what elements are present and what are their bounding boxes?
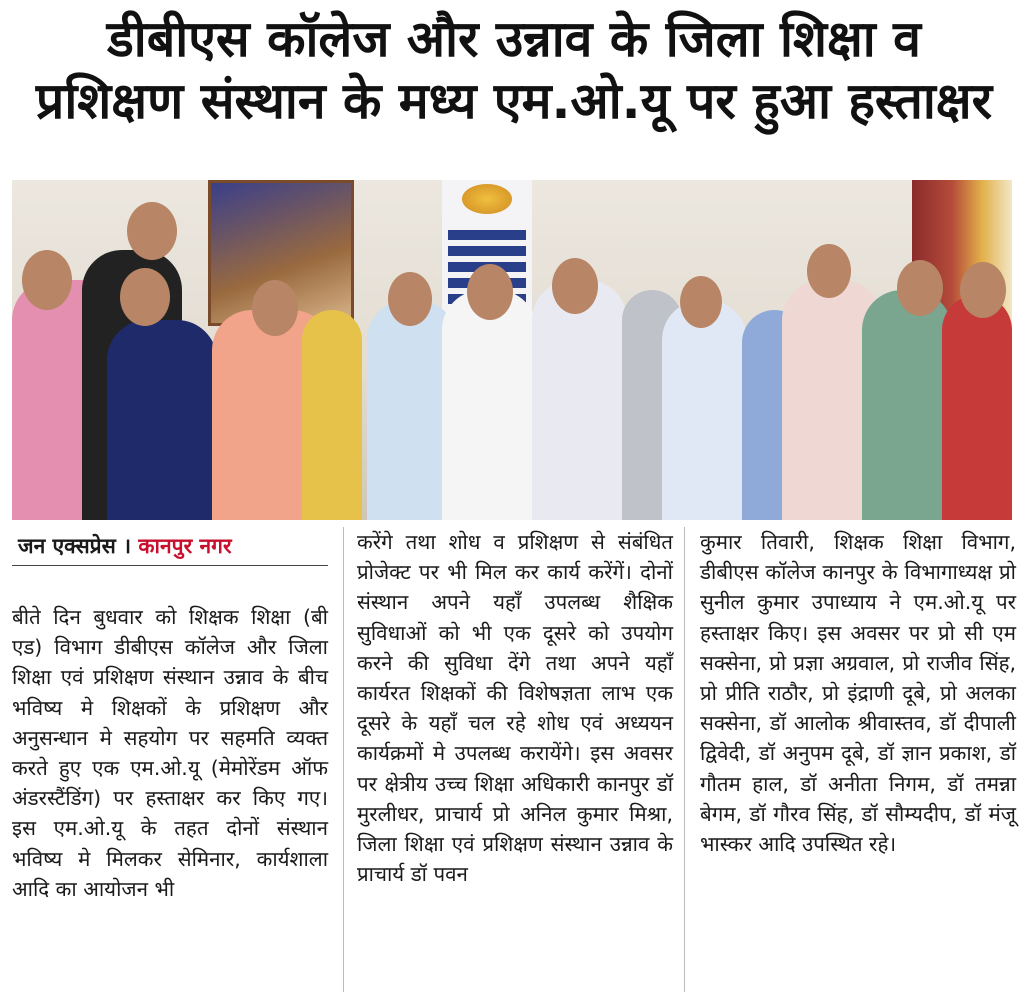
article-text-col3: कुमार तिवारी, शिक्षक शिक्षा विभाग, डीबीएस कॉलेज कानपुर के विभागाध्यक्ष प्रो सुनील कुमार उपाध्याय ने एम.ओ.यू पर हस्ताक्षर किए। इस अवसर पर प्रो सी एम सक्सेना, प्रो प्रज्ञा अग्रवाल, प्रो राजीव सिंह, प्रो प्रीति राठौर, प्रो इंद्राणी दूबे, प्रो अलका सक्सेना, डॉ आलोक श्रीवास्तव, डॉ दीपाली द्विवेदी, डॉ अनुपम दूबे, डॉ ज्ञान प्रकाश, डॉ गौतम हाल, डॉ अनीता निगम, डॉ तमन्ना बेगम, डॉ गौरव सिंह, डॉ सौम्यदीप, डॉ मंजू भास्कर आदि उपस्थित रहे। — [700, 530, 1016, 857]
college-logo-icon — [462, 184, 512, 214]
person — [862, 290, 952, 520]
person-head — [552, 258, 598, 314]
person — [532, 280, 627, 520]
headline-line-1: डीबीएस कॉलेज और उन्नाव के जिला शिक्षा व — [107, 10, 921, 68]
person — [442, 290, 537, 520]
person-head — [960, 262, 1006, 318]
person-head — [807, 244, 851, 298]
article-text-col2: करेंगे तथा शोध व प्रशिक्षण से संबंधित प्रोजेक्ट पर भी मिल कर कार्य करेंगें। दोनों संस्थान अपने यहाँ उपलब्ध शैक्षिक सुविधाओं को भी एक दूसरे को उपयोग करने की सुविधा देंगे तथा अपने यहाँ कार्यरत शिक्षकों की विशेषज्ञता लाभ एक दूसरे के यहाँ चल रहे शोध एवं अध्ययन कार्यक्रमों मे उपलब्ध करायेंगे। इस अवसर पर क्षेत्रीय उच्च शिक्षा अधिकारी कानपुर डॉ मुरलीधर, प्राचार्य प्रो अनिल कुमार मिश्रा, जिला शिक्षा एवं प्रशिक्षण संस्थान उन्नाव के प्राचार्य डॉ पवन — [357, 530, 673, 887]
person-head — [388, 272, 432, 326]
person-head — [252, 280, 298, 336]
article-column-1 — [12, 527, 328, 997]
person-head — [897, 260, 943, 316]
article-column-2 — [357, 527, 673, 997]
person — [662, 300, 747, 520]
person-head — [680, 276, 722, 328]
person — [107, 320, 217, 520]
article-column-3 — [700, 527, 1016, 997]
headline-line-2: प्रशिक्षण संस्थान के मध्य एम.ओ.यू पर हुआ हस्ताक्षर — [35, 72, 993, 130]
person-head — [22, 250, 72, 310]
byline — [12, 527, 328, 566]
person-head — [127, 202, 177, 260]
article-text-col1: बीते दिन बुधवार को शिक्षक शिक्षा (बी एड) विभाग डीबीएस कॉलेज और जिला शिक्षा एवं प्रशिक्षण संस्थान उन्नाव के बीच भविष्य मे शिक्षकों के प्रशिक्षण और अनुसन्धान मे सहयोग पर सहमति व्यक्त करते हुए एक एम.ओ.यू (मेमोरेंडम ऑफ अंडरस्टैंडिंग) पर हस्ताक्षर कर किए गए। इस एम.ओ.यू के तहत दोनों संस्थान भविष्य मे मिलकर सेमिनार, कार्यशाला आदि का आयोजन भी — [12, 605, 328, 901]
paper-name: जन एक्सप्रेस — [18, 534, 116, 558]
group-photo — [12, 180, 1012, 520]
byline-place: कानपुर नगर — [138, 534, 232, 558]
person-head — [467, 264, 513, 320]
article-body — [12, 527, 1016, 997]
person — [302, 310, 362, 520]
person — [942, 295, 1012, 520]
person-head — [120, 268, 170, 326]
headline — [0, 8, 1028, 132]
byline-separator: । — [123, 534, 132, 558]
